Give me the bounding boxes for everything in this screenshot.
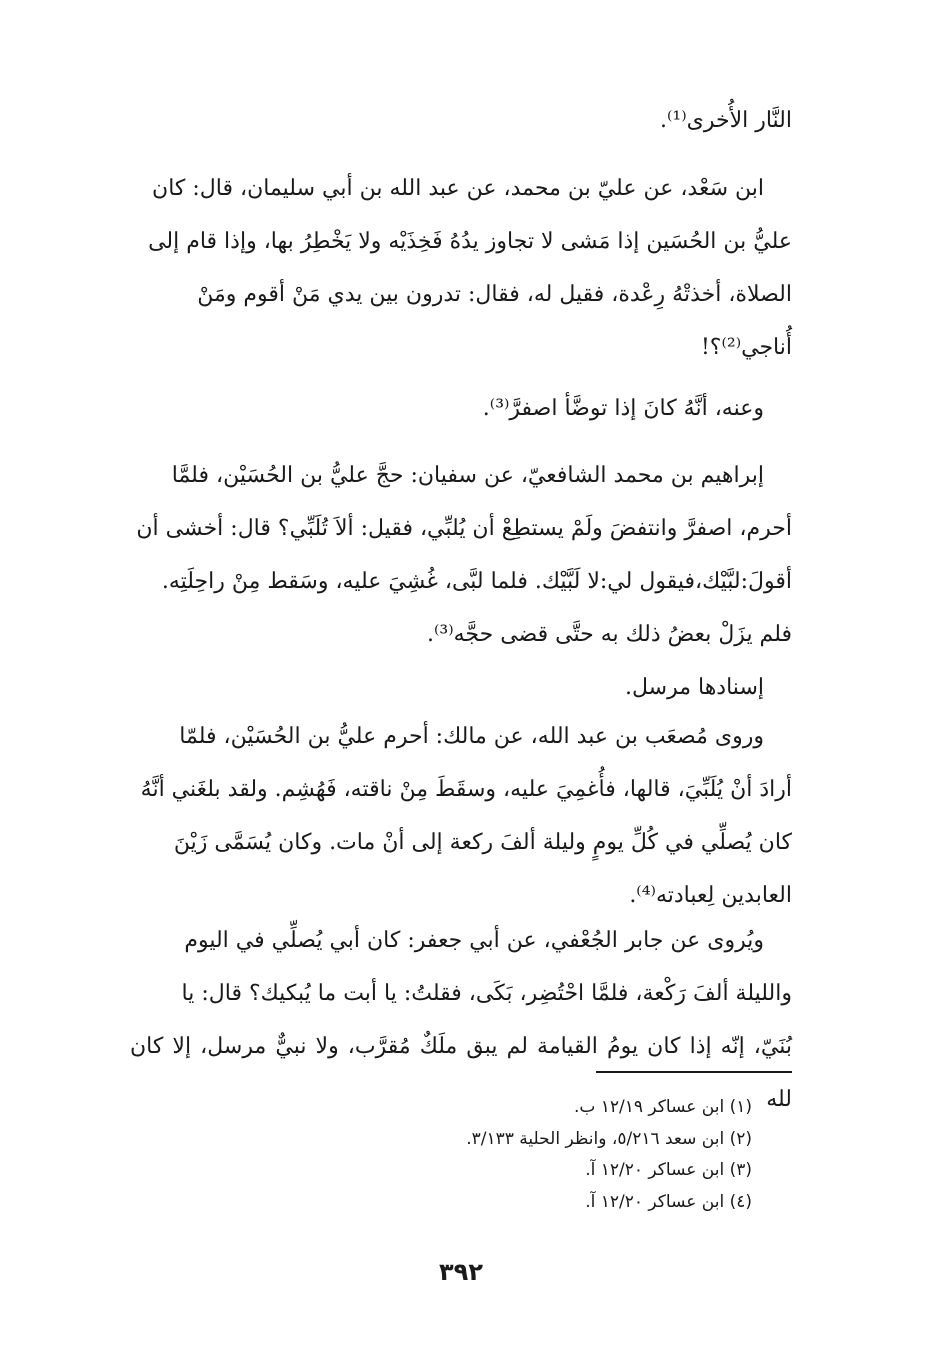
text-line: العابدين لِعبادته⁽⁴⁾. xyxy=(629,883,792,908)
text-line: الصلاة، أخذتْهُ رِعْدة، فقيل له، فقال: تدرون بين يدي مَنْ أقوم ومَنْ xyxy=(197,282,792,307)
footnote-1: (١) ابن عساكر ١٢/١٩ ب. xyxy=(573,1097,752,1117)
paragraph-hajj xyxy=(130,449,792,661)
paragraph-isnad xyxy=(130,661,792,714)
paragraph-opening xyxy=(130,94,792,147)
footnote-4: (٤) ابن عساكر ١٢/٢٠ آ. xyxy=(585,1191,752,1212)
text-line: كان يُصلِّي في كُلِّ يومٍ وليلة ألفَ ركعة إلى أنْ مات. وكان يُسَمَّى زَيْنَ xyxy=(173,830,792,855)
paragraph-wudu xyxy=(130,382,792,435)
text-line: إسنادها مرسل. xyxy=(625,675,764,700)
text-line: إبراهيم بن محمد الشافعيّ، عن سفيان: حجَّ عليُّ بن الحُسَيْن، فلمَّا xyxy=(171,463,764,488)
text-line: ابن سَعْد، عن عليّ بن محمد، عن عبد الله بن أبي سليمان، قال: كان xyxy=(152,176,764,201)
text-line: فلم يزَلْ بعضُ ذلك به حتَّى قضى حجَّه⁽³⁾. xyxy=(426,622,792,647)
text-line: أُناجي⁽²⁾؟! xyxy=(700,335,792,360)
text-line: بُنَيّ، إنّه إذا كان يومُ القيامة لم يبق ملَكٌ مُقرَّب، ولا نبيٌّ مرسل، إلا كان لله xyxy=(130,1034,792,1112)
text-line: أحرم، اصفرَّ وانتفضَ ولَمْ يستطِعْ أن يُلبِّي، فقيل: ألاَ تُلَبِّي؟ قال: أخشى أن xyxy=(136,516,792,541)
text-line: وعنه، أنَّهُ كانَ إذا توضَّأ اصفرَّ⁽³⁾. xyxy=(482,396,764,421)
footnotes xyxy=(300,1092,752,1218)
text-line: أرادَ أنْ يُلَبِّيَ، قالها، فأُغمِيَ عليه، وسقَطَ مِنْ ناقته، فَهُشِم. ولقد بلغَني أنَّهُ xyxy=(140,777,792,802)
footnote-separator xyxy=(596,1071,792,1073)
paragraph-musab xyxy=(130,710,792,922)
footnote-2: (٢) ابن سعد ٥/٢١٦، وانظر الحلية ٣/١٣٣. xyxy=(466,1128,752,1149)
footnote-3: (٣) ابن عساكر ١٢/٢٠ آ. xyxy=(585,1160,752,1180)
paragraph-ibn-sad xyxy=(130,162,792,374)
text-line: عليُّ بن الحُسَين إذا مَشى لا تجاوز يدُهُ فَخِذَيْه ولا يَخْطِرُ بها، وإذا قام إلى xyxy=(148,229,792,254)
text-line: النَّار الأُخرى⁽¹⁾. xyxy=(659,108,792,133)
text-line: والليلة ألفَ رَكْعة، فلمَّا احْتُضِر، بَكَى، فقلتُ: يا أبت ما يُبكيك؟ قال: يا xyxy=(181,981,792,1006)
text-line: أقولَ:لبَّيْك،فيقول لي:لا لَبَّيْك. فلما لبَّى، غُشِيَ عليه، وسَقط مِنْ راحِلَتِه. xyxy=(161,569,792,594)
text-line: ويُروى عن جابر الجُعْفي، عن أبي جعفر: كان أبي يُصلِّي في اليوم xyxy=(184,928,764,953)
page-number: ٣٩٢ xyxy=(439,1258,483,1286)
text-line: وروى مُصعَب بن عبد الله، عن مالك: أحرم عليُّ بن الحُسَيْن، فلمّا xyxy=(179,724,764,749)
